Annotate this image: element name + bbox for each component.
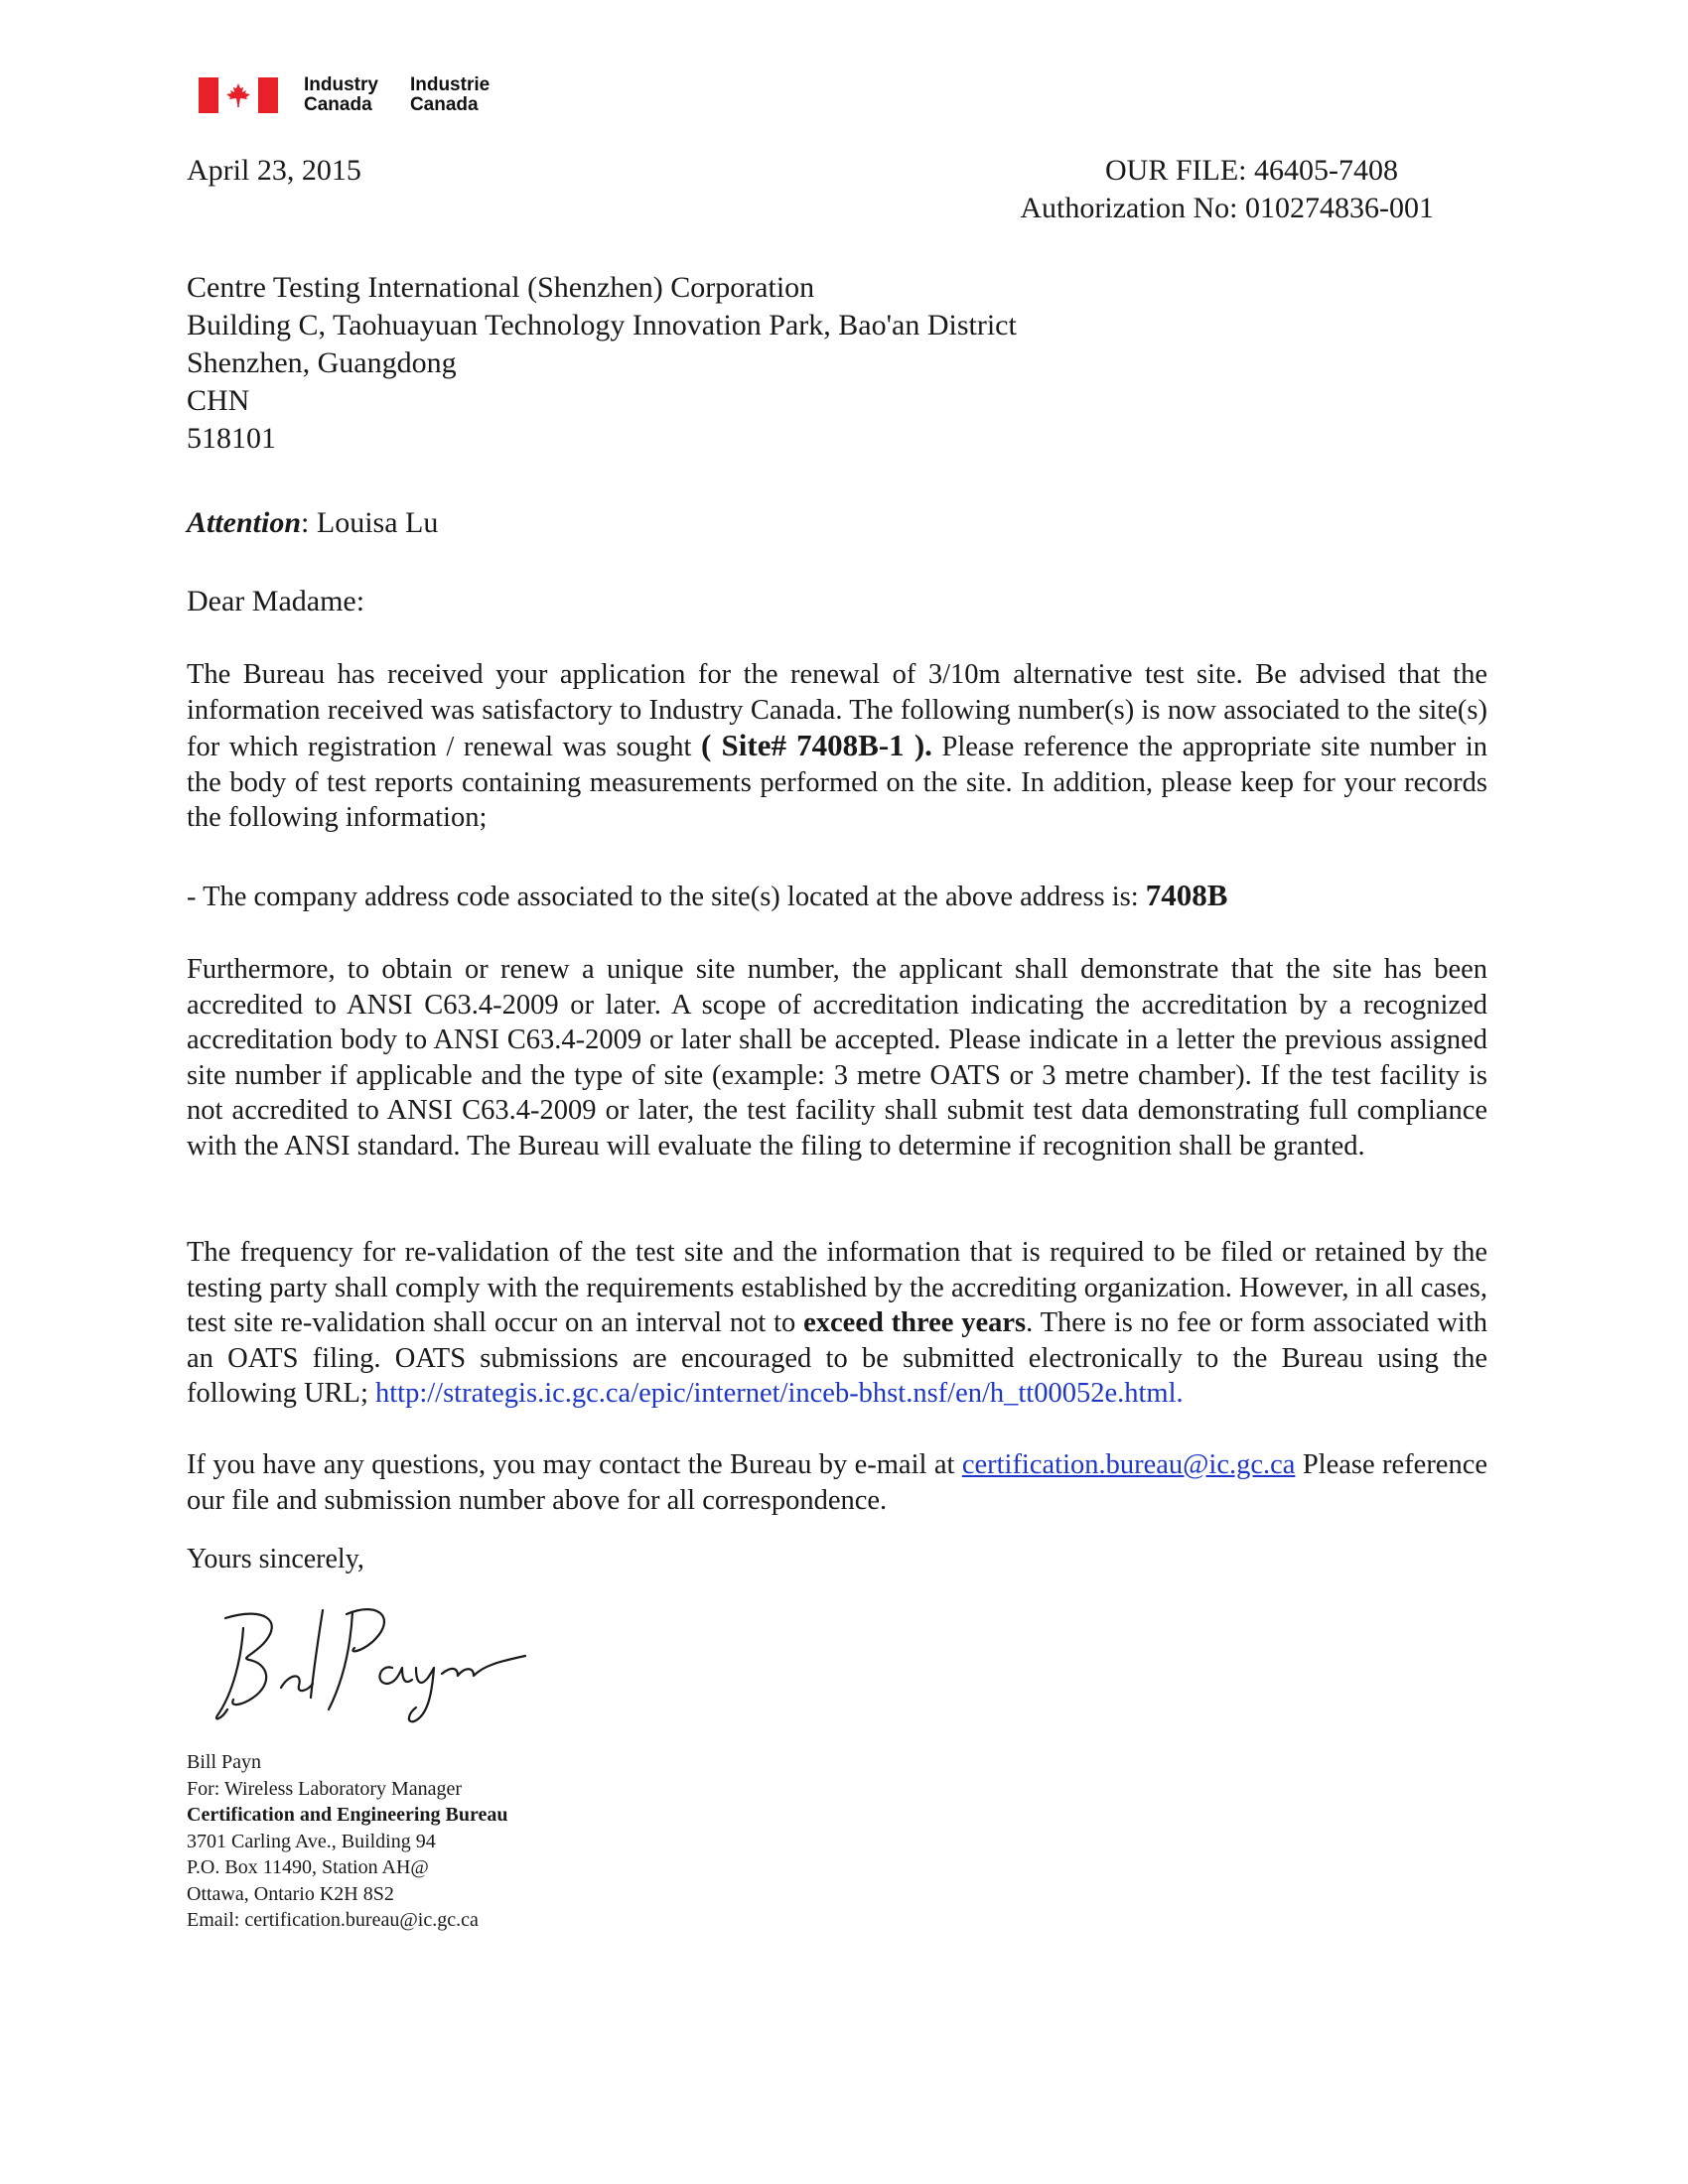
canada-flag-icon <box>199 77 278 113</box>
oats-submission-link[interactable]: http://strategis.ic.gc.ca/epic/internet/inceb-bhst.nsf/en/h_tt00052e.html. <box>375 1378 1184 1409</box>
address-line: Centre Testing International (Shenzhen) Corporation <box>187 271 815 304</box>
attention-name: : Louisa Lu <box>301 506 439 539</box>
signatory-name: Bill Payn <box>187 1751 262 1773</box>
address-line: 518101 <box>187 422 276 455</box>
signatory-bureau: Certification and Engineering Bureau <box>187 1804 508 1826</box>
signatory-street: 3701 Carling Ave., Building 94 <box>187 1830 436 1852</box>
signatory-block <box>187 1749 508 1934</box>
signatory-title: For: Wireless Laboratory Manager <box>187 1777 463 1800</box>
paragraph-application: The Bureau has received your application for the renewal of 3/10m alternative test site. Be advised that the information received was satisfactory to Industry Canada. The following number(s) is now associated to the site(s) for which registration / renewal was sought ( Site# 7408B-1 ). Please reference the appropriate site number in the body of test reports containing measurements performed on the site. In addition, please keep for your records the following information; <box>187 659 1487 833</box>
paragraph-contact: If you have any questions, you may contact the Bureau by e-mail at certification.bureau@ic.gc.ca Please reference our file and submission number above for all correspondence. <box>187 1449 1488 1516</box>
government-logo <box>199 75 490 115</box>
handwritten-signature <box>204 1598 541 1727</box>
authorization-number: Authorization No: 010274836-001 <box>1020 192 1434 224</box>
paragraph-address-code: - The company address code associated to the site(s) located at the above address is: 7408B <box>187 878 1228 912</box>
department-name-en: Industry Canada <box>304 74 378 115</box>
paragraph-revalidation: The frequency for re-validation of the test site and the information that is required to be filed or retained by the testing party shall comply with the requirements established by the accrediting organization. However, in all cases, test site re-validation shall occur on an interval not to exceed three years. There is no fee or form associated with an OATS filing. OATS submissions are encouraged to be submitted electronically to the Bureau using the following URL; http://strategis.ic.gc.ca/epic/internet/inceb-bhst.nsf/en/h_tt00052e.html. <box>187 1237 1487 1409</box>
address-line: Building C, Taohuayuan Technology Innovation Park, Bao'an District <box>187 309 1017 341</box>
department-name-fr: Industrie Canada <box>409 74 491 115</box>
recipient-address <box>187 269 1017 458</box>
letter-date: April 23, 2015 <box>187 154 361 187</box>
revalidation-interval: exceed three years <box>803 1307 1027 1338</box>
attention-line <box>187 504 438 542</box>
attention-label: Attention <box>187 506 302 539</box>
address-line: Shenzhen, Guangdong <box>187 346 457 379</box>
signatory-po-box: P.O. Box 11490, Station AH@ <box>187 1856 429 1878</box>
salutation: Dear Madame: <box>187 585 365 617</box>
our-file-number: OUR FILE: 46405-7408 <box>1105 154 1398 187</box>
paragraph-accreditation: Furthermore, to obtain or renew a unique site number, the applicant shall demonstrate that the site has been accredited to ANSI C63.4-2009 or later. A scope of accreditation indicating the accreditation by a recognized accreditation body to ANSI C63.4-2009 or later shall be accepted. Please indicate in a letter the previous assigned site number if applicable and the type of site (example: 3 metre OATS or 3 metre chamber). If the test facility is not accredited to ANSI C63.4-2009 or later, the test facility shall submit test data demonstrating full compliance with the ANSI standard. The Bureau will evaluate the filing to determine if recognition shall be granted. <box>187 954 1487 1161</box>
company-address-code: 7408B <box>1145 878 1228 912</box>
signatory-email: Email: certification.bureau@ic.gc.ca <box>187 1909 479 1931</box>
site-number: ( Site# 7408B-1 ). <box>701 728 932 762</box>
bureau-email-link[interactable]: certification.bureau@ic.gc.ca <box>961 1449 1296 1480</box>
closing: Yours sincerely, <box>187 1544 364 1574</box>
address-line: CHN <box>187 384 250 417</box>
signatory-city: Ottawa, Ontario K2H 8S2 <box>187 1882 394 1905</box>
